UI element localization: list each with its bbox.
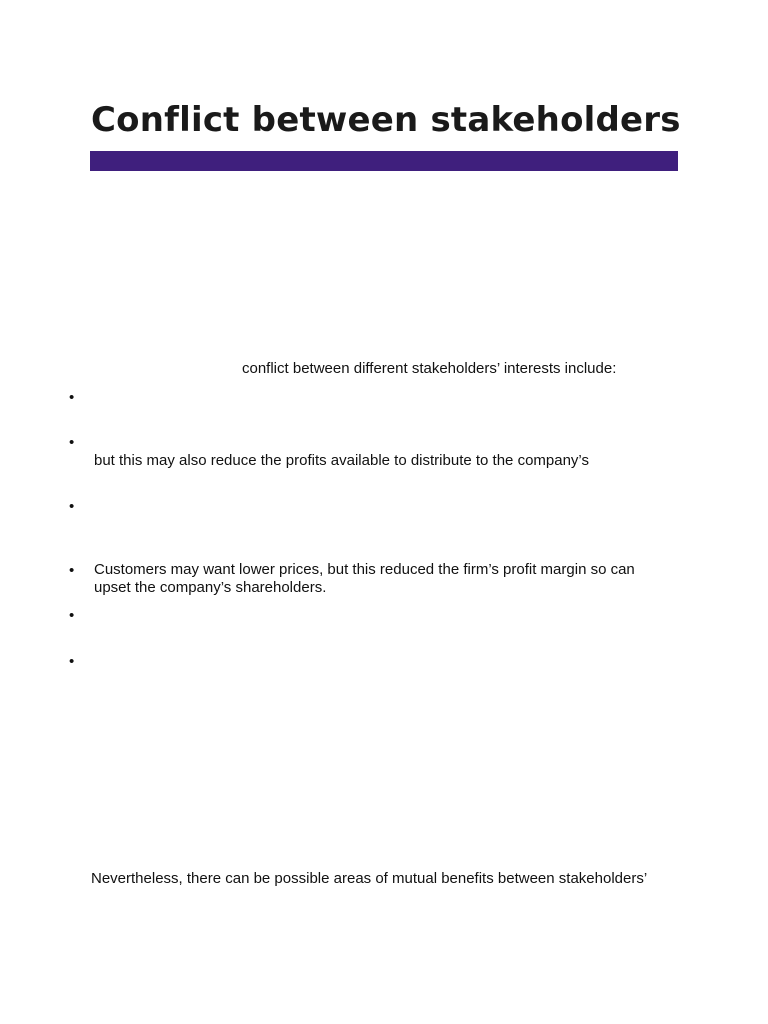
title-underline-bar [90, 151, 678, 171]
bullet-marker: • [69, 498, 75, 515]
bullet-marker: • [69, 562, 75, 579]
page-title: Conflict between stakeholders [91, 100, 681, 140]
closing-text: Nevertheless, there can be possible areas of mutual benefits between stakeholders’ [91, 870, 648, 887]
bullet-item-2: but this may also reduce the profits available to distribute to the company’s [94, 452, 589, 469]
bullet-item-4: Customers may want lower prices, but this reduced the firm’s profit margin so can upset the company’s shareholders. [94, 561, 635, 596]
bullet-marker: • [69, 607, 75, 624]
bullet-marker: • [69, 434, 75, 451]
intro-text: conflict between different stakeholders’ interests include: [242, 360, 617, 377]
bullet-marker: • [69, 653, 75, 670]
bullet-marker: • [69, 389, 75, 406]
